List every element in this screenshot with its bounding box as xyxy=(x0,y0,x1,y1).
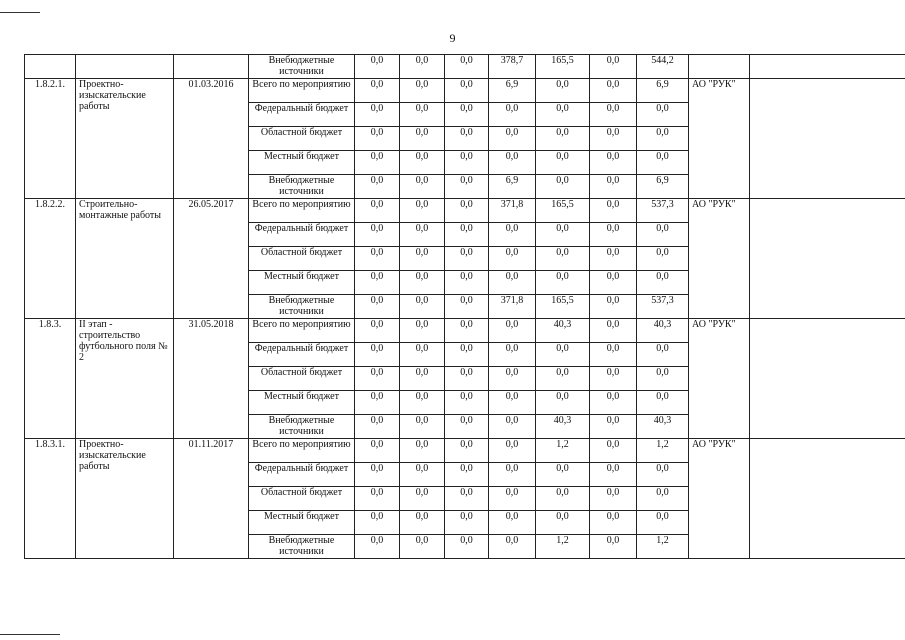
value-cell: 0,0 xyxy=(445,463,489,487)
value-cell: 0,0 xyxy=(400,439,445,463)
value-cell: 0,0 xyxy=(355,535,400,559)
item-code: 1.8.3. xyxy=(25,319,76,439)
value-cell: 0,0 xyxy=(637,391,689,415)
value-cell: 0,0 xyxy=(590,439,637,463)
value-cell: 0,0 xyxy=(489,415,536,439)
value-cell: 0,0 xyxy=(445,295,489,319)
value-cell: 0,0 xyxy=(489,391,536,415)
source-cell: Областной бюджет xyxy=(249,247,355,271)
value-cell: 0,0 xyxy=(590,103,637,127)
value-cell: 0,0 xyxy=(536,223,590,247)
source-cell: Всего по мероприятию xyxy=(249,439,355,463)
value-cell: 0,0 xyxy=(445,367,489,391)
source-cell: Всего по мероприятию xyxy=(249,199,355,223)
source-cell: Местный бюджет xyxy=(249,271,355,295)
page-number: 9 xyxy=(449,31,456,45)
value-cell: 0,0 xyxy=(355,175,400,199)
item-name: II этап - строительство футбольного поля № 2 xyxy=(76,319,174,439)
value-cell: 0,0 xyxy=(590,367,637,391)
value-cell: 0,0 xyxy=(637,343,689,367)
value-cell: 6,9 xyxy=(637,79,689,103)
value-cell: 0,0 xyxy=(590,199,637,223)
table-row xyxy=(25,199,905,223)
value-cell: 0,0 xyxy=(489,127,536,151)
value-cell: 0,0 xyxy=(445,79,489,103)
value-cell: 0,0 xyxy=(445,151,489,175)
value-cell: 0,0 xyxy=(590,271,637,295)
value-cell: 0,0 xyxy=(445,103,489,127)
value-cell: 0,0 xyxy=(400,247,445,271)
value-cell: 0,0 xyxy=(400,127,445,151)
value-cell: 0,0 xyxy=(355,319,400,343)
value-cell: 0,0 xyxy=(489,343,536,367)
value-cell: 0,0 xyxy=(400,463,445,487)
value-cell: 0,0 xyxy=(489,487,536,511)
value-cell: 0,0 xyxy=(489,103,536,127)
name-cell xyxy=(76,55,174,79)
value-cell: 0,0 xyxy=(445,487,489,511)
value-cell: 0,0 xyxy=(400,79,445,103)
note-cell xyxy=(750,79,905,199)
value-cell: 0,0 xyxy=(637,247,689,271)
value-cell: 544,2 xyxy=(637,55,689,79)
source-cell: Местный бюджет xyxy=(249,151,355,175)
value-cell: 0,0 xyxy=(489,367,536,391)
value-cell: 0,0 xyxy=(536,151,590,175)
value-cell: 0,0 xyxy=(637,463,689,487)
value-cell: 0,0 xyxy=(489,247,536,271)
item-code: 1.8.2.2. xyxy=(25,199,76,319)
value-cell: 6,9 xyxy=(637,175,689,199)
value-cell: 0,0 xyxy=(400,319,445,343)
value-cell: 0,0 xyxy=(590,127,637,151)
value-cell: 0,0 xyxy=(355,343,400,367)
value-cell: 1,2 xyxy=(637,439,689,463)
value-cell: 0,0 xyxy=(400,391,445,415)
value-cell: 0,0 xyxy=(445,319,489,343)
value-cell: 0,0 xyxy=(637,151,689,175)
value-cell: 6,9 xyxy=(489,175,536,199)
source-cell: Областной бюджет xyxy=(249,367,355,391)
value-cell: 0,0 xyxy=(536,391,590,415)
item-date: 01.03.2016 xyxy=(174,79,249,199)
source-cell: Всего по мероприятию xyxy=(249,319,355,343)
value-cell: 40,3 xyxy=(536,319,590,343)
note-cell xyxy=(750,55,905,79)
value-cell: 0,0 xyxy=(445,415,489,439)
item-executor: АО "РУК" xyxy=(689,79,750,199)
source-cell: Местный бюджет xyxy=(249,391,355,415)
value-cell: 0,0 xyxy=(536,127,590,151)
value-cell: 165,5 xyxy=(536,295,590,319)
item-code: 1.8.3.1. xyxy=(25,439,76,559)
financing-table xyxy=(24,54,905,559)
value-cell: 0,0 xyxy=(445,535,489,559)
value-cell: 0,0 xyxy=(489,463,536,487)
item-executor: АО "РУК" xyxy=(689,439,750,559)
value-cell: 0,0 xyxy=(637,511,689,535)
value-cell: 165,5 xyxy=(536,55,590,79)
value-cell: 0,0 xyxy=(400,295,445,319)
source-cell: Всего по мероприятию xyxy=(249,79,355,103)
value-cell: 0,0 xyxy=(489,535,536,559)
value-cell: 0,0 xyxy=(536,247,590,271)
value-cell: 0,0 xyxy=(536,511,590,535)
value-cell: 1,2 xyxy=(536,439,590,463)
value-cell: 0,0 xyxy=(400,511,445,535)
value-cell: 537,3 xyxy=(637,199,689,223)
value-cell: 0,0 xyxy=(536,367,590,391)
item-date: 31.05.2018 xyxy=(174,319,249,439)
value-cell: 0,0 xyxy=(590,487,637,511)
value-cell: 0,0 xyxy=(400,223,445,247)
value-cell: 0,0 xyxy=(355,247,400,271)
value-cell: 0,0 xyxy=(445,127,489,151)
value-cell: 0,0 xyxy=(590,343,637,367)
executor-cell xyxy=(689,55,750,79)
value-cell: 40,3 xyxy=(637,415,689,439)
value-cell: 0,0 xyxy=(536,463,590,487)
source-cell: Федеральный бюджет xyxy=(249,103,355,127)
value-cell: 0,0 xyxy=(536,487,590,511)
value-cell: 0,0 xyxy=(489,319,536,343)
value-cell: 0,0 xyxy=(637,223,689,247)
value-cell: 0,0 xyxy=(355,511,400,535)
item-name: Строительно-монтажные работы xyxy=(76,199,174,319)
value-cell: 0,0 xyxy=(400,343,445,367)
value-cell: 0,0 xyxy=(536,175,590,199)
value-cell: 0,0 xyxy=(590,535,637,559)
value-cell: 0,0 xyxy=(590,463,637,487)
value-cell: 0,0 xyxy=(536,343,590,367)
source-cell: Федеральный бюджет xyxy=(249,223,355,247)
value-cell: 0,0 xyxy=(355,463,400,487)
value-cell: 0,0 xyxy=(536,103,590,127)
value-cell: 0,0 xyxy=(400,151,445,175)
value-cell: 0,0 xyxy=(489,511,536,535)
date-cell xyxy=(174,55,249,79)
value-cell: 0,0 xyxy=(489,151,536,175)
value-cell: 537,3 xyxy=(637,295,689,319)
value-cell: 0,0 xyxy=(590,175,637,199)
source-cell: Областной бюджет xyxy=(249,487,355,511)
value-cell: 0,0 xyxy=(355,127,400,151)
value-cell: 0,0 xyxy=(355,199,400,223)
value-cell: 0,0 xyxy=(445,343,489,367)
value-cell: 0,0 xyxy=(355,295,400,319)
value-cell: 0,0 xyxy=(536,79,590,103)
value-cell: 40,3 xyxy=(536,415,590,439)
value-cell: 0,0 xyxy=(445,439,489,463)
value-cell: 0,0 xyxy=(590,55,637,79)
item-name: Проектно-изыскательские работы xyxy=(76,439,174,559)
source-cell: Федеральный бюджет xyxy=(249,343,355,367)
value-cell: 0,0 xyxy=(445,223,489,247)
value-cell: 0,0 xyxy=(590,223,637,247)
value-cell: 6,9 xyxy=(489,79,536,103)
source-cell: Внебюджетные источники xyxy=(249,175,355,199)
value-cell: 0,0 xyxy=(400,367,445,391)
item-name: Проектно-изыскательские работы xyxy=(76,79,174,199)
source-cell: Федеральный бюджет xyxy=(249,463,355,487)
scan-edge-top-left xyxy=(0,12,40,13)
value-cell: 0,0 xyxy=(489,271,536,295)
value-cell: 0,0 xyxy=(355,151,400,175)
source-cell: Внебюджетные источники xyxy=(249,295,355,319)
item-code: 1.8.2.1. xyxy=(25,79,76,199)
value-cell: 0,0 xyxy=(445,199,489,223)
source-cell: Областной бюджет xyxy=(249,127,355,151)
value-cell: 0,0 xyxy=(355,103,400,127)
source-cell: Внебюджетные источники xyxy=(249,415,355,439)
value-cell: 0,0 xyxy=(445,55,489,79)
value-cell: 0,0 xyxy=(637,367,689,391)
table-row xyxy=(25,439,905,463)
value-cell: 371,8 xyxy=(489,199,536,223)
value-cell: 0,0 xyxy=(355,415,400,439)
value-cell: 0,0 xyxy=(400,487,445,511)
scan-edge-bottom-left xyxy=(0,634,60,635)
value-cell: 165,5 xyxy=(536,199,590,223)
source-cell: Внебюджетные источники xyxy=(249,535,355,559)
value-cell: 0,0 xyxy=(590,415,637,439)
value-cell: 0,0 xyxy=(400,415,445,439)
value-cell: 0,0 xyxy=(355,55,400,79)
note-cell xyxy=(750,199,905,319)
value-cell: 0,0 xyxy=(400,175,445,199)
value-cell: 0,0 xyxy=(590,511,637,535)
note-cell xyxy=(750,319,905,439)
value-cell: 0,0 xyxy=(637,487,689,511)
value-cell: 0,0 xyxy=(355,391,400,415)
note-cell xyxy=(750,439,905,559)
source-cell: Местный бюджет xyxy=(249,511,355,535)
value-cell: 0,0 xyxy=(355,223,400,247)
value-cell: 1,2 xyxy=(536,535,590,559)
value-cell: 0,0 xyxy=(355,487,400,511)
value-cell: 0,0 xyxy=(590,151,637,175)
value-cell: 0,0 xyxy=(489,439,536,463)
table-body xyxy=(25,55,905,559)
value-cell: 0,0 xyxy=(637,103,689,127)
value-cell: 0,0 xyxy=(590,79,637,103)
value-cell: 378,7 xyxy=(489,55,536,79)
value-cell: 0,0 xyxy=(637,127,689,151)
value-cell: 0,0 xyxy=(400,103,445,127)
value-cell: 0,0 xyxy=(400,535,445,559)
value-cell: 0,0 xyxy=(445,247,489,271)
table-row xyxy=(25,319,905,343)
code-cell xyxy=(25,55,76,79)
value-cell: 0,0 xyxy=(400,55,445,79)
source-cell: Внебюджетные источники xyxy=(249,55,355,79)
value-cell: 0,0 xyxy=(400,199,445,223)
value-cell: 0,0 xyxy=(445,511,489,535)
value-cell: 0,0 xyxy=(590,247,637,271)
value-cell: 0,0 xyxy=(355,367,400,391)
value-cell: 0,0 xyxy=(536,271,590,295)
value-cell: 0,0 xyxy=(590,295,637,319)
value-cell: 0,0 xyxy=(355,439,400,463)
value-cell: 1,2 xyxy=(637,535,689,559)
value-cell: 0,0 xyxy=(355,79,400,103)
item-executor: АО "РУК" xyxy=(689,319,750,439)
value-cell: 0,0 xyxy=(590,319,637,343)
value-cell: 0,0 xyxy=(637,271,689,295)
value-cell: 0,0 xyxy=(400,271,445,295)
value-cell: 40,3 xyxy=(637,319,689,343)
value-cell: 371,8 xyxy=(489,295,536,319)
table-row xyxy=(25,79,905,103)
item-date: 26.05.2017 xyxy=(174,199,249,319)
value-cell: 0,0 xyxy=(355,271,400,295)
table-row xyxy=(25,55,905,79)
value-cell: 0,0 xyxy=(445,271,489,295)
item-executor: АО "РУК" xyxy=(689,199,750,319)
value-cell: 0,0 xyxy=(445,391,489,415)
value-cell: 0,0 xyxy=(590,391,637,415)
value-cell: 0,0 xyxy=(489,223,536,247)
value-cell: 0,0 xyxy=(445,175,489,199)
item-date: 01.11.2017 xyxy=(174,439,249,559)
